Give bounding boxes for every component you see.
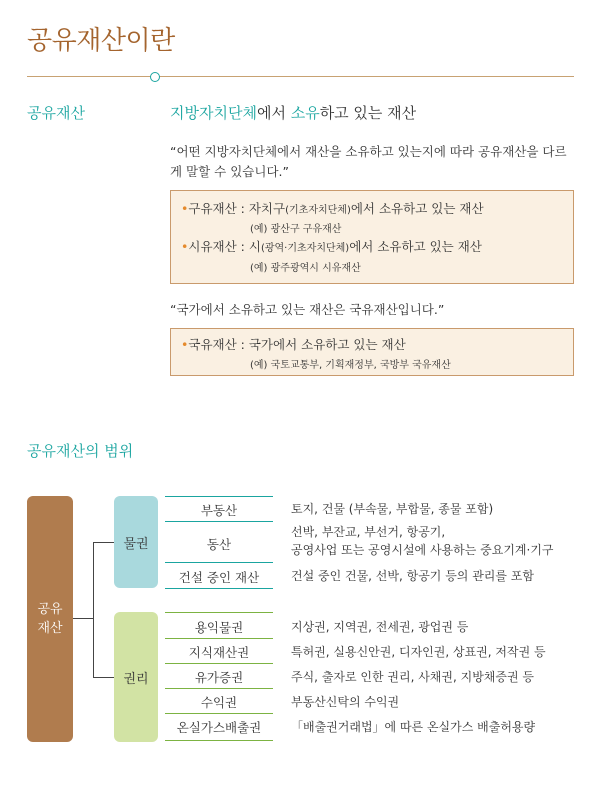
item-divider bbox=[165, 713, 273, 714]
row-main: 국가에서 소유하고 있는 재산 bbox=[248, 337, 406, 352]
tree-branch-rights bbox=[114, 612, 158, 742]
info-box-national-property bbox=[170, 328, 574, 376]
scope-item-name: 지식재산권 bbox=[188, 645, 250, 660]
scope-item-desc: 건설 중인 건물, 선박, 항공기 등의 관리를 포함 bbox=[291, 569, 534, 583]
connector bbox=[93, 542, 114, 543]
tree-root-public-property bbox=[27, 496, 73, 742]
scope-item-name: 부동산 bbox=[200, 503, 238, 518]
row-name: 시유재산 bbox=[188, 239, 237, 254]
item-divider bbox=[165, 612, 273, 613]
definition-text: 에서 bbox=[256, 104, 291, 122]
scope-item-desc: 「배출권거래법」에 따른 온실가스 배출허용량 bbox=[291, 720, 536, 734]
connector bbox=[73, 618, 93, 619]
definition-highlight-ownership: 소유 bbox=[290, 104, 320, 122]
example-si-property: (예) 광주광역시 시유재산 bbox=[250, 263, 361, 274]
branch-label: 권리 bbox=[123, 671, 149, 687]
definition-statement bbox=[170, 102, 416, 123]
scope-item-desc: 지상권, 지역권, 전세권, 광업권 등 bbox=[291, 620, 469, 634]
box-row-national-property bbox=[181, 335, 406, 353]
row-name: 국유재산 bbox=[188, 337, 237, 352]
scope-item-name: 동산 bbox=[206, 537, 232, 552]
example-gu-property: (예) 광산구 구유재산 bbox=[250, 224, 342, 235]
item-divider bbox=[165, 562, 273, 563]
item-divider bbox=[165, 688, 273, 689]
quote-municipal: “어떤 지방자치단체에서 재산을 소유하고 있는지에 따라 공유재산을 다르게 말할 수 있습니다.” bbox=[170, 144, 567, 179]
scope-item-desc: 선박, 부잔교, 부선거, 항공기, 공영사업 또는 공영시설에 사용하는 중요기계·기구 bbox=[291, 525, 554, 557]
section-heading-scope: 공유재산의 범위 bbox=[27, 442, 134, 460]
row-main: 자치구 bbox=[248, 201, 286, 216]
connector bbox=[93, 677, 114, 678]
divider-dot bbox=[150, 72, 160, 82]
row-paren: (광역·기초자치단체) bbox=[260, 243, 350, 254]
scope-item-name: 건설 중인 재산 bbox=[178, 570, 260, 585]
item-divider bbox=[165, 588, 273, 589]
item-divider bbox=[165, 663, 273, 664]
item-divider bbox=[165, 496, 273, 497]
connector bbox=[93, 542, 94, 677]
row-sep: : bbox=[236, 239, 249, 254]
bullet-icon: • bbox=[181, 239, 189, 254]
scope-item-name: 유가증권 bbox=[194, 670, 244, 685]
info-box-municipal-property bbox=[170, 190, 574, 284]
scope-item-name: 수익권 bbox=[200, 695, 238, 710]
page-title: 공유재산이란 bbox=[27, 26, 175, 56]
box-row-gu-property bbox=[181, 199, 484, 217]
box-row-si-property bbox=[181, 237, 482, 255]
row-name: 구유재산 bbox=[188, 201, 237, 216]
row-main: 시 bbox=[248, 239, 261, 254]
scope-item-name: 온실가스배출권 bbox=[176, 720, 262, 735]
bullet-icon: • bbox=[181, 337, 189, 352]
row-rest: 에서 소유하고 있는 재산 bbox=[349, 239, 482, 254]
item-divider bbox=[165, 740, 273, 741]
scope-item-desc: 토지, 건물 (부속물, 부합물, 종물 포함) bbox=[291, 502, 494, 516]
title-divider bbox=[27, 76, 574, 77]
bullet-icon: • bbox=[181, 201, 189, 216]
branch-label: 물권 bbox=[123, 536, 149, 552]
tree-branch-real-rights bbox=[114, 496, 158, 588]
definition-text: 하고 있는 재산 bbox=[319, 104, 417, 122]
section-heading-definition: 공유재산 bbox=[27, 104, 85, 122]
item-divider bbox=[165, 521, 273, 522]
example-national-property: (예) 국토교통부, 기획재정부, 국방부 국유재산 bbox=[250, 360, 451, 371]
quote-national: “국가에서 소유하고 있는 재산은 국유재산입니다.” bbox=[170, 302, 445, 317]
row-sep: : bbox=[236, 337, 249, 352]
row-rest: 에서 소유하고 있는 재산 bbox=[350, 201, 484, 216]
scope-item-name: 용익물권 bbox=[194, 620, 244, 635]
item-divider bbox=[165, 638, 273, 639]
scope-item-desc: 특허권, 실용신안권, 디자인권, 상표권, 저작권 등 bbox=[291, 645, 546, 659]
row-paren: (기초자치단체) bbox=[285, 205, 351, 216]
scope-item-desc: 주식, 출자로 인한 권리, 사채권, 지방채증권 등 bbox=[291, 670, 534, 684]
scope-item-desc: 부동산신탁의 수익권 bbox=[291, 695, 400, 709]
definition-highlight-subject: 지방자치단체 bbox=[170, 104, 257, 122]
row-sep: : bbox=[236, 201, 249, 216]
tree-root-label: 공유 재산 bbox=[37, 602, 63, 636]
